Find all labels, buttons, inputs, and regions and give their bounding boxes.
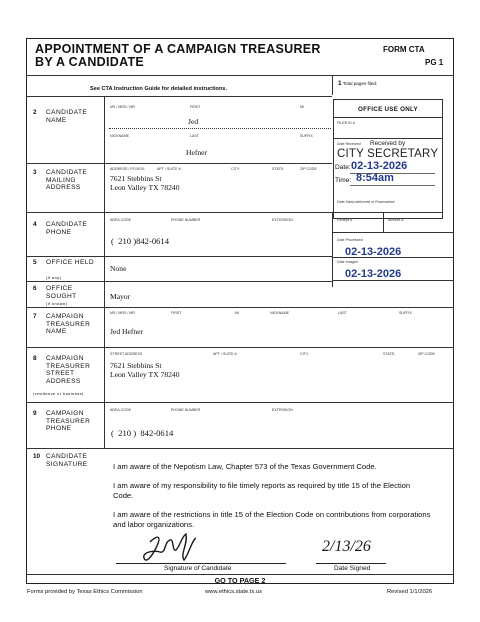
treasurer-phone-label: CAMPAIGN TREASURER PHONE — [46, 410, 91, 432]
phone-value: ( 210 )842-0614 — [111, 236, 170, 246]
zip-label: ZIP CODE — [300, 167, 317, 171]
stamp-received-by: Received by — [370, 140, 406, 147]
stamp-time-label: Time: — [335, 177, 352, 184]
instructions-text: See CTA Instruction Guide for detailed instructions. — [90, 86, 228, 92]
date-signed-value: 2/13/26 — [322, 538, 371, 555]
candidate-last-name: Hefner — [186, 148, 208, 157]
signature-label: CANDIDATE SIGNATURE — [46, 453, 88, 468]
mailing-line1: 7621 Stebbins St — [110, 174, 162, 183]
ms-label: MS / MRS / MR — [110, 105, 135, 109]
phone-number-label: PHONE NUMBER — [171, 218, 201, 222]
office-held-sub: (if any) — [46, 275, 62, 280]
candidate-name-num: 2 — [33, 109, 37, 116]
stamp-city-secretary: CITY SECRETARY — [337, 148, 439, 160]
mailing-line2: Leon Valley TX 78240 — [110, 183, 180, 192]
first-label: FIRST — [190, 105, 201, 109]
treasurer-address-label: CAMPAIGN TREASURER STREET ADDRESS — [46, 355, 91, 385]
mailing-num: 3 — [33, 169, 37, 176]
treasurer-name-num: 7 — [33, 313, 37, 320]
treasurer-extension-label: EXTENSION — [272, 408, 293, 412]
date-imaged-label: Date Imaged — [337, 260, 358, 264]
header-divider — [26, 75, 454, 76]
phone-label: CANDIDATE PHONE — [46, 221, 88, 236]
office-sought-value: Mayor — [110, 292, 131, 301]
website-link[interactable]: www.ethics.state.tx.us — [205, 589, 263, 595]
receipt-label: Receipt # — [337, 218, 353, 222]
treasurer-phone-num: 9 — [33, 410, 37, 417]
stamp-date-value: 02-13-2026 — [351, 160, 408, 172]
treasurer-state-label: STATE; — [383, 352, 396, 356]
date-processed-value: 02-13-2026 — [345, 246, 402, 258]
extension-label: EXTENSION — [272, 218, 293, 222]
treasurer-apt-label: APT / SUITE #; — [213, 352, 238, 356]
mi-label: MI — [300, 105, 304, 109]
treasurer-last-label: LAST — [338, 311, 347, 315]
date-processed-label: Date Processed — [337, 238, 363, 242]
office-held-value: None — [110, 264, 127, 273]
city-label: CITY; — [231, 167, 240, 171]
treasurer-address-sub: (residence or business) — [33, 391, 84, 396]
mailing-label: CANDIDATE MAILING ADDRESS — [46, 169, 88, 191]
candidate-first-name: Jed — [188, 117, 199, 126]
treasurer-name-value: Jed Hefner — [110, 327, 144, 336]
form-title-line2: BY A CANDIDATE — [35, 55, 145, 69]
address-label: ADDRESS / PO BOX; — [110, 167, 146, 171]
treasurer-nickname-label: NICKNAME — [270, 311, 289, 315]
treasurer-first-label: FIRST — [171, 311, 182, 315]
amount-label: Amount $ — [388, 218, 404, 222]
stamp-date-label: Date: — [335, 164, 351, 171]
form-title-line1: APPOINTMENT OF A CAMPAIGN TREASURER — [35, 42, 321, 56]
reporting-statement: I am aware of my responsibility to file timely reports as required by title 15 of the Election Code. — [113, 481, 411, 500]
nepotism-statement: I am aware of the Nepotism Law, Chapter 573 of the Texas Government Code. — [113, 462, 377, 471]
total-pages-num: 1 — [338, 80, 342, 87]
treasurer-phone-number-label: PHONE NUMBER — [171, 408, 201, 412]
phone-area: 210 — [118, 236, 132, 246]
treasurer-phone-number: 842-0614 — [140, 428, 174, 438]
area-code-label: AREA CODE — [110, 218, 131, 222]
provided-by: Forms provided by Texas Ethics Commission — [27, 589, 143, 595]
signature-caption: Signature of Candidate — [164, 565, 232, 572]
revised-date: Revised 1/1/2026 — [387, 589, 433, 595]
office-sought-num: 6 — [33, 285, 37, 292]
treasurer-phone-area: 210 — [118, 428, 132, 438]
restrictions-statement: I am aware of the restrictions in title 15 of the Election Code on contributions from corporations and labor organizations. — [113, 510, 431, 529]
candidate-name-label: CANDIDATE NAME — [46, 109, 88, 124]
total-pages-label: Total pages filed: — [342, 81, 378, 86]
form-label: FORM CTA — [383, 45, 425, 54]
phone-num: 4 — [33, 221, 37, 228]
state-label: STATE; — [272, 167, 285, 171]
apt-label: APT / SUITE #; — [157, 167, 182, 171]
treasurer-ms-label: MS / MRS / MR — [110, 311, 135, 315]
signature-num: 10 — [33, 453, 41, 460]
treasurer-zip-label: ZIP CODE — [418, 352, 435, 356]
treasurer-area-label: AREA CODE — [110, 408, 131, 412]
date-received-label: Date Received — [337, 142, 361, 146]
office-sought-label: OFFICE SOUGHT — [46, 285, 77, 300]
treasurer-phone-value: ( 210 ) 842-0614 — [111, 428, 174, 438]
total-pages-field — [338, 80, 377, 87]
office-sought-sub: (if known) — [46, 301, 68, 306]
candidate-signature-image — [140, 530, 200, 566]
hand-delivered-label: Date Hand-delivered or Postmarked — [337, 200, 395, 204]
treasurer-suffix-label: SUFFIX — [399, 311, 412, 315]
date-signed-caption: Date Signed — [334, 565, 371, 572]
date-imaged-value: 02-13-2026 — [345, 268, 402, 280]
treasurer-street-label: STREET ADDRESS — [110, 352, 143, 356]
stamp-time-value: 8:54am — [356, 172, 394, 184]
filer-id-label: FILER ID # — [337, 121, 355, 125]
office-held-num: 5 — [33, 259, 37, 266]
suffix-label: SUFFIX — [300, 134, 313, 138]
phone-number: 842-0614 — [136, 236, 170, 246]
treasurer-name-label: CAMPAIGN TREASURER NAME — [46, 313, 91, 335]
treasurer-city-label: CITY; — [300, 352, 309, 356]
page-label: PG 1 — [425, 58, 444, 67]
treasurer-address-line1: 7621 Stebbins St — [110, 361, 162, 370]
treasurer-address-line2: Leon Valley TX 78240 — [110, 370, 180, 379]
treasurer-mi-label: MI — [235, 311, 239, 315]
go-to-page-2: GO TO PAGE 2 — [214, 576, 266, 585]
last-label: LAST — [190, 134, 199, 138]
nickname-label: NICKNAME — [110, 134, 129, 138]
treasurer-address-num: 8 — [33, 355, 37, 362]
office-use-title: OFFICE USE ONLY — [358, 106, 418, 113]
office-held-label: OFFICE HELD — [46, 259, 94, 266]
